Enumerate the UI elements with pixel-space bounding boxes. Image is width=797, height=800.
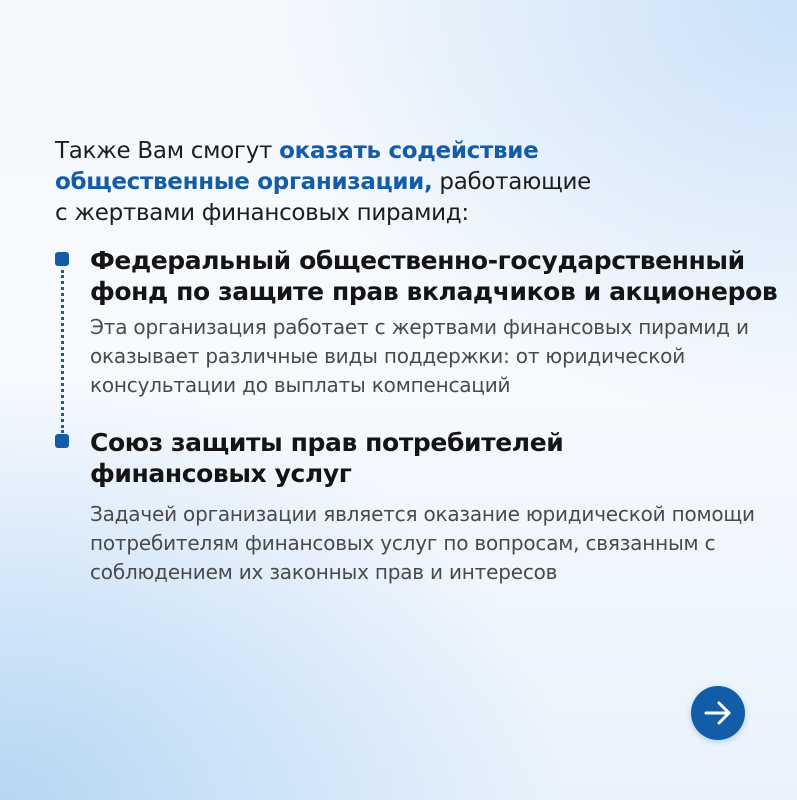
timeline-dotted-line [61, 270, 64, 433]
item-title-1: Федеральный общественно-государственный фонд по защите прав вкладчиков и акционеров [90, 246, 778, 306]
item-description-1: Эта организация работает с жертвами финансовых пирамид и оказывает различные виды поддержки: от юридической консультации до выплаты компенсаций [90, 315, 749, 397]
next-slide-button[interactable] [691, 686, 745, 740]
intro-tail-line2: с жертвами финансовых пирамид: [55, 200, 469, 226]
intro-tail-line1: работающие [432, 169, 591, 195]
intro-accent: оказать содействие общественные организации, [55, 138, 539, 195]
intro-lead: Также Вам смогут [55, 138, 280, 164]
bullet-marker-2 [55, 434, 69, 448]
arrow-right-icon [701, 696, 735, 730]
intro-text [55, 136, 735, 229]
bullet-marker-1 [55, 252, 69, 266]
item-title-2: Союз защиты прав потребителей финансовых услуг [90, 428, 564, 488]
item-description-2: Задачей организации является оказание юридической помощи потребителям финансовых услуг по вопросам, связанным с соблюдением их законных прав и интересов [90, 502, 755, 584]
